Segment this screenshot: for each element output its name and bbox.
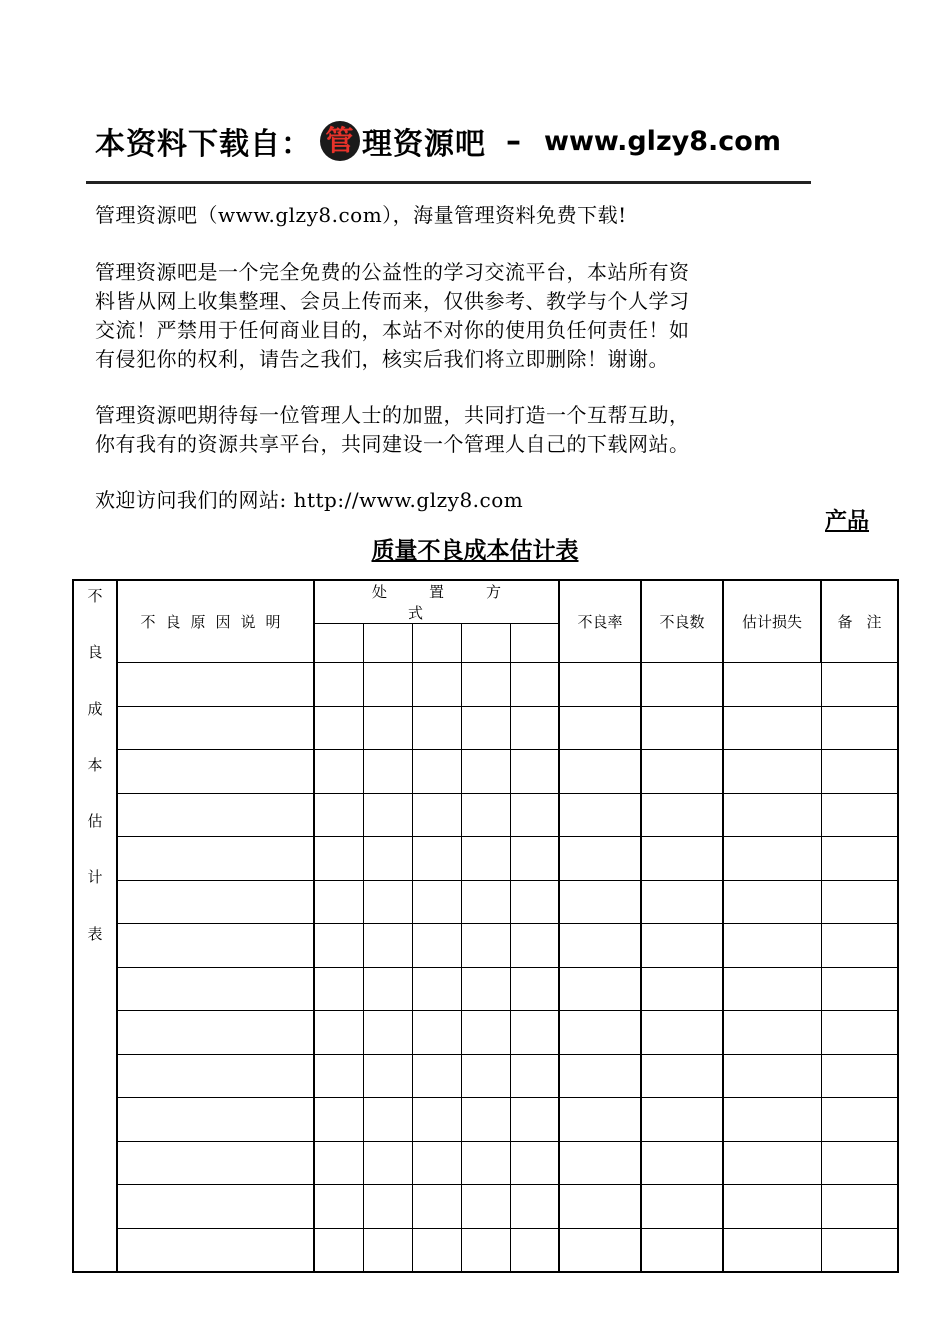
- cell[interactable]: [117, 1228, 314, 1272]
- cell[interactable]: [314, 706, 363, 750]
- cell[interactable]: [117, 880, 314, 924]
- cell[interactable]: [641, 1185, 723, 1229]
- cell[interactable]: [723, 706, 821, 750]
- cell[interactable]: [723, 1141, 821, 1185]
- header-remarks: 备注: [821, 580, 898, 663]
- cell[interactable]: [363, 1098, 412, 1142]
- cell[interactable]: [641, 1228, 723, 1272]
- cell[interactable]: [314, 967, 363, 1011]
- table-row: [73, 793, 898, 837]
- banner-prefix: 本资料下载自：: [95, 127, 312, 162]
- cell[interactable]: [723, 1228, 821, 1272]
- intro-line-1: [95, 201, 815, 230]
- cell[interactable]: [117, 1141, 314, 1185]
- cell[interactable]: [412, 1141, 461, 1185]
- table-row: [73, 1141, 898, 1185]
- cell[interactable]: [412, 1011, 461, 1055]
- header-defect-rate: 不良率: [559, 580, 641, 663]
- cell[interactable]: [461, 1228, 510, 1272]
- cell[interactable]: [723, 750, 821, 794]
- cell[interactable]: [363, 967, 412, 1011]
- table-row: [73, 663, 898, 707]
- disposal-subcell[interactable]: [412, 624, 461, 663]
- intro-line: 管理资源吧期待每一位管理人士的加盟，共同打造一个互帮互助，: [95, 403, 690, 427]
- estimate-table: [72, 579, 899, 1273]
- cell[interactable]: [412, 924, 461, 968]
- cell[interactable]: [641, 1141, 723, 1185]
- side-char: 本: [87, 755, 103, 774]
- cell[interactable]: [510, 793, 559, 837]
- cell[interactable]: [363, 750, 412, 794]
- side-label-cell: [73, 580, 117, 1272]
- cell[interactable]: [559, 1011, 641, 1055]
- banner-dash: –: [506, 123, 522, 159]
- cell[interactable]: [821, 663, 898, 707]
- cell[interactable]: [363, 706, 412, 750]
- cell[interactable]: [723, 967, 821, 1011]
- cell[interactable]: [412, 967, 461, 1011]
- banner-site-name: 理资源吧: [362, 127, 486, 162]
- cell[interactable]: [363, 1185, 412, 1229]
- cell[interactable]: [723, 924, 821, 968]
- cell[interactable]: [363, 837, 412, 881]
- cell[interactable]: [363, 793, 412, 837]
- cell[interactable]: [641, 1011, 723, 1055]
- cell[interactable]: [510, 1228, 559, 1272]
- side-char: 成: [87, 699, 103, 718]
- cell[interactable]: [821, 1054, 898, 1098]
- table-row: [73, 967, 898, 1011]
- cell[interactable]: [314, 924, 363, 968]
- side-char: 计: [87, 868, 103, 887]
- intro-text: 管理资源吧（www.glzy8.com），海量管理资料免费下载!: [95, 203, 627, 227]
- cell[interactable]: [723, 1011, 821, 1055]
- cell[interactable]: [559, 663, 641, 707]
- cell[interactable]: [510, 1098, 559, 1142]
- cell[interactable]: [412, 706, 461, 750]
- cell[interactable]: [412, 1228, 461, 1272]
- cell[interactable]: [412, 837, 461, 881]
- cell[interactable]: [559, 793, 641, 837]
- cell[interactable]: [510, 1011, 559, 1055]
- intro-visit: [95, 486, 815, 515]
- table-row: [73, 880, 898, 924]
- cell[interactable]: [723, 793, 821, 837]
- cell[interactable]: [314, 793, 363, 837]
- cell[interactable]: [461, 1011, 510, 1055]
- side-char: 估: [87, 812, 103, 831]
- table-row: [73, 1098, 898, 1142]
- cell[interactable]: [821, 1098, 898, 1142]
- cell[interactable]: [117, 750, 314, 794]
- cell[interactable]: [559, 837, 641, 881]
- cell[interactable]: [363, 1054, 412, 1098]
- cell[interactable]: [510, 1141, 559, 1185]
- cell[interactable]: [821, 1011, 898, 1055]
- cell[interactable]: [821, 706, 898, 750]
- cell[interactable]: [412, 1054, 461, 1098]
- cell[interactable]: [412, 750, 461, 794]
- cell[interactable]: [461, 967, 510, 1011]
- cell[interactable]: [641, 750, 723, 794]
- cell[interactable]: [412, 880, 461, 924]
- side-char: 良: [87, 643, 103, 662]
- page-title: 质量不良成本估计表: [371, 538, 579, 564]
- disposal-subcell[interactable]: [510, 624, 559, 663]
- cell[interactable]: [510, 924, 559, 968]
- cell[interactable]: [510, 706, 559, 750]
- cell[interactable]: [314, 663, 363, 707]
- table-row: [73, 924, 898, 968]
- cell[interactable]: [314, 1011, 363, 1055]
- cell[interactable]: [821, 837, 898, 881]
- cell[interactable]: [117, 1185, 314, 1229]
- cell[interactable]: [559, 1098, 641, 1142]
- product-label: 产品: [825, 509, 870, 534]
- cell[interactable]: [559, 1141, 641, 1185]
- cell[interactable]: [461, 837, 510, 881]
- cell[interactable]: [314, 880, 363, 924]
- cell[interactable]: [412, 663, 461, 707]
- cell[interactable]: [723, 1054, 821, 1098]
- cell[interactable]: [510, 663, 559, 707]
- cell[interactable]: [461, 924, 510, 968]
- cell[interactable]: [821, 1228, 898, 1272]
- cell[interactable]: [363, 1141, 412, 1185]
- cell[interactable]: [363, 663, 412, 707]
- cell[interactable]: [641, 1098, 723, 1142]
- cell[interactable]: [559, 706, 641, 750]
- cell[interactable]: [641, 880, 723, 924]
- disposal-subcell[interactable]: [314, 624, 363, 663]
- cell[interactable]: [363, 1228, 412, 1272]
- cell[interactable]: [510, 1185, 559, 1229]
- table-row: [73, 1054, 898, 1098]
- cell[interactable]: [821, 793, 898, 837]
- cell[interactable]: [461, 1141, 510, 1185]
- cell[interactable]: [641, 706, 723, 750]
- header-disposal: 处置方式: [314, 580, 559, 624]
- intro-line: 管理资源吧是一个完全免费的公益性的学习交流平台，本站所有资: [95, 260, 690, 284]
- banner-url[interactable]: www.glzy8.com: [544, 125, 781, 157]
- cell[interactable]: [117, 1011, 314, 1055]
- cell[interactable]: [314, 1098, 363, 1142]
- cell[interactable]: [510, 967, 559, 1011]
- cell[interactable]: [641, 1054, 723, 1098]
- cell[interactable]: [641, 837, 723, 881]
- cell[interactable]: [821, 880, 898, 924]
- header-est-loss: 估计损失: [723, 580, 821, 663]
- cell[interactable]: [559, 1054, 641, 1098]
- cell[interactable]: [412, 1098, 461, 1142]
- cell[interactable]: [117, 1054, 314, 1098]
- side-char: 表: [87, 924, 103, 943]
- cell[interactable]: [363, 880, 412, 924]
- table-row: [73, 1185, 898, 1229]
- intro-line: 你有我有的资源共享平台，共同建设一个管理人自己的下载网站。: [95, 432, 690, 456]
- cell[interactable]: [559, 1185, 641, 1229]
- cell[interactable]: [559, 967, 641, 1011]
- cell[interactable]: [461, 1098, 510, 1142]
- cell[interactable]: [461, 1054, 510, 1098]
- disposal-subcell[interactable]: [461, 624, 510, 663]
- cell[interactable]: [821, 967, 898, 1011]
- cell[interactable]: [461, 793, 510, 837]
- cell[interactable]: [641, 663, 723, 707]
- site-logo-icon: 管: [320, 121, 360, 161]
- intro-line: 料皆从网上收集整理、会员上传而来，仅供参考、教学与个人学习: [95, 289, 690, 313]
- intro-line: 交流！严禁用于任何商业目的，本站不对你的使用负任何责任！如: [95, 318, 690, 342]
- header-reason: 不良原因说明: [117, 580, 314, 663]
- cell[interactable]: [117, 663, 314, 707]
- cell[interactable]: [821, 1185, 898, 1229]
- cell[interactable]: [559, 750, 641, 794]
- cell[interactable]: [314, 837, 363, 881]
- cell[interactable]: [821, 1141, 898, 1185]
- cell[interactable]: [314, 1054, 363, 1098]
- cell[interactable]: [314, 1141, 363, 1185]
- cell[interactable]: [723, 1185, 821, 1229]
- intro-paragraph-3: [95, 401, 815, 459]
- cell[interactable]: [723, 880, 821, 924]
- cell[interactable]: [117, 706, 314, 750]
- cell[interactable]: [641, 967, 723, 1011]
- cell[interactable]: [461, 663, 510, 707]
- cell[interactable]: [117, 1098, 314, 1142]
- cell[interactable]: [117, 837, 314, 881]
- cell[interactable]: [559, 1228, 641, 1272]
- download-banner: [95, 118, 781, 164]
- cell[interactable]: [510, 880, 559, 924]
- cell[interactable]: [117, 967, 314, 1011]
- intro-line: 有侵犯你的权利，请告之我们，核实后我们将立即删除！谢谢。: [95, 347, 669, 371]
- cell[interactable]: [117, 793, 314, 837]
- cell[interactable]: [723, 1098, 821, 1142]
- cell[interactable]: [510, 1054, 559, 1098]
- cell[interactable]: [723, 837, 821, 881]
- visit-link[interactable]: 欢迎访问我们的网站: http://www.glzy8.com: [95, 488, 524, 512]
- cell[interactable]: [363, 1011, 412, 1055]
- cell[interactable]: [412, 1185, 461, 1229]
- table-row: [73, 837, 898, 881]
- cell[interactable]: [461, 706, 510, 750]
- intro-paragraph-2: [95, 258, 815, 374]
- cell[interactable]: [363, 924, 412, 968]
- table-row: [73, 706, 898, 750]
- cell[interactable]: [510, 750, 559, 794]
- cell[interactable]: [117, 924, 314, 968]
- cell[interactable]: [821, 750, 898, 794]
- cell[interactable]: [821, 924, 898, 968]
- cell[interactable]: [461, 880, 510, 924]
- banner-divider: [86, 181, 811, 184]
- disposal-subcell[interactable]: [363, 624, 412, 663]
- cell[interactable]: [461, 750, 510, 794]
- cell[interactable]: [461, 1185, 510, 1229]
- cell[interactable]: [559, 924, 641, 968]
- table-row: [73, 1011, 898, 1055]
- cell[interactable]: [641, 793, 723, 837]
- cell[interactable]: [641, 924, 723, 968]
- table-row: [73, 750, 898, 794]
- header-defect-count: 不良数: [641, 580, 723, 663]
- cell[interactable]: [314, 750, 363, 794]
- cell[interactable]: [510, 837, 559, 881]
- cell[interactable]: [412, 793, 461, 837]
- side-char: 不: [87, 587, 103, 605]
- table-row: [73, 1228, 898, 1272]
- cell[interactable]: [559, 880, 641, 924]
- cell[interactable]: [314, 1185, 363, 1229]
- cell[interactable]: [723, 663, 821, 707]
- cell[interactable]: [314, 1228, 363, 1272]
